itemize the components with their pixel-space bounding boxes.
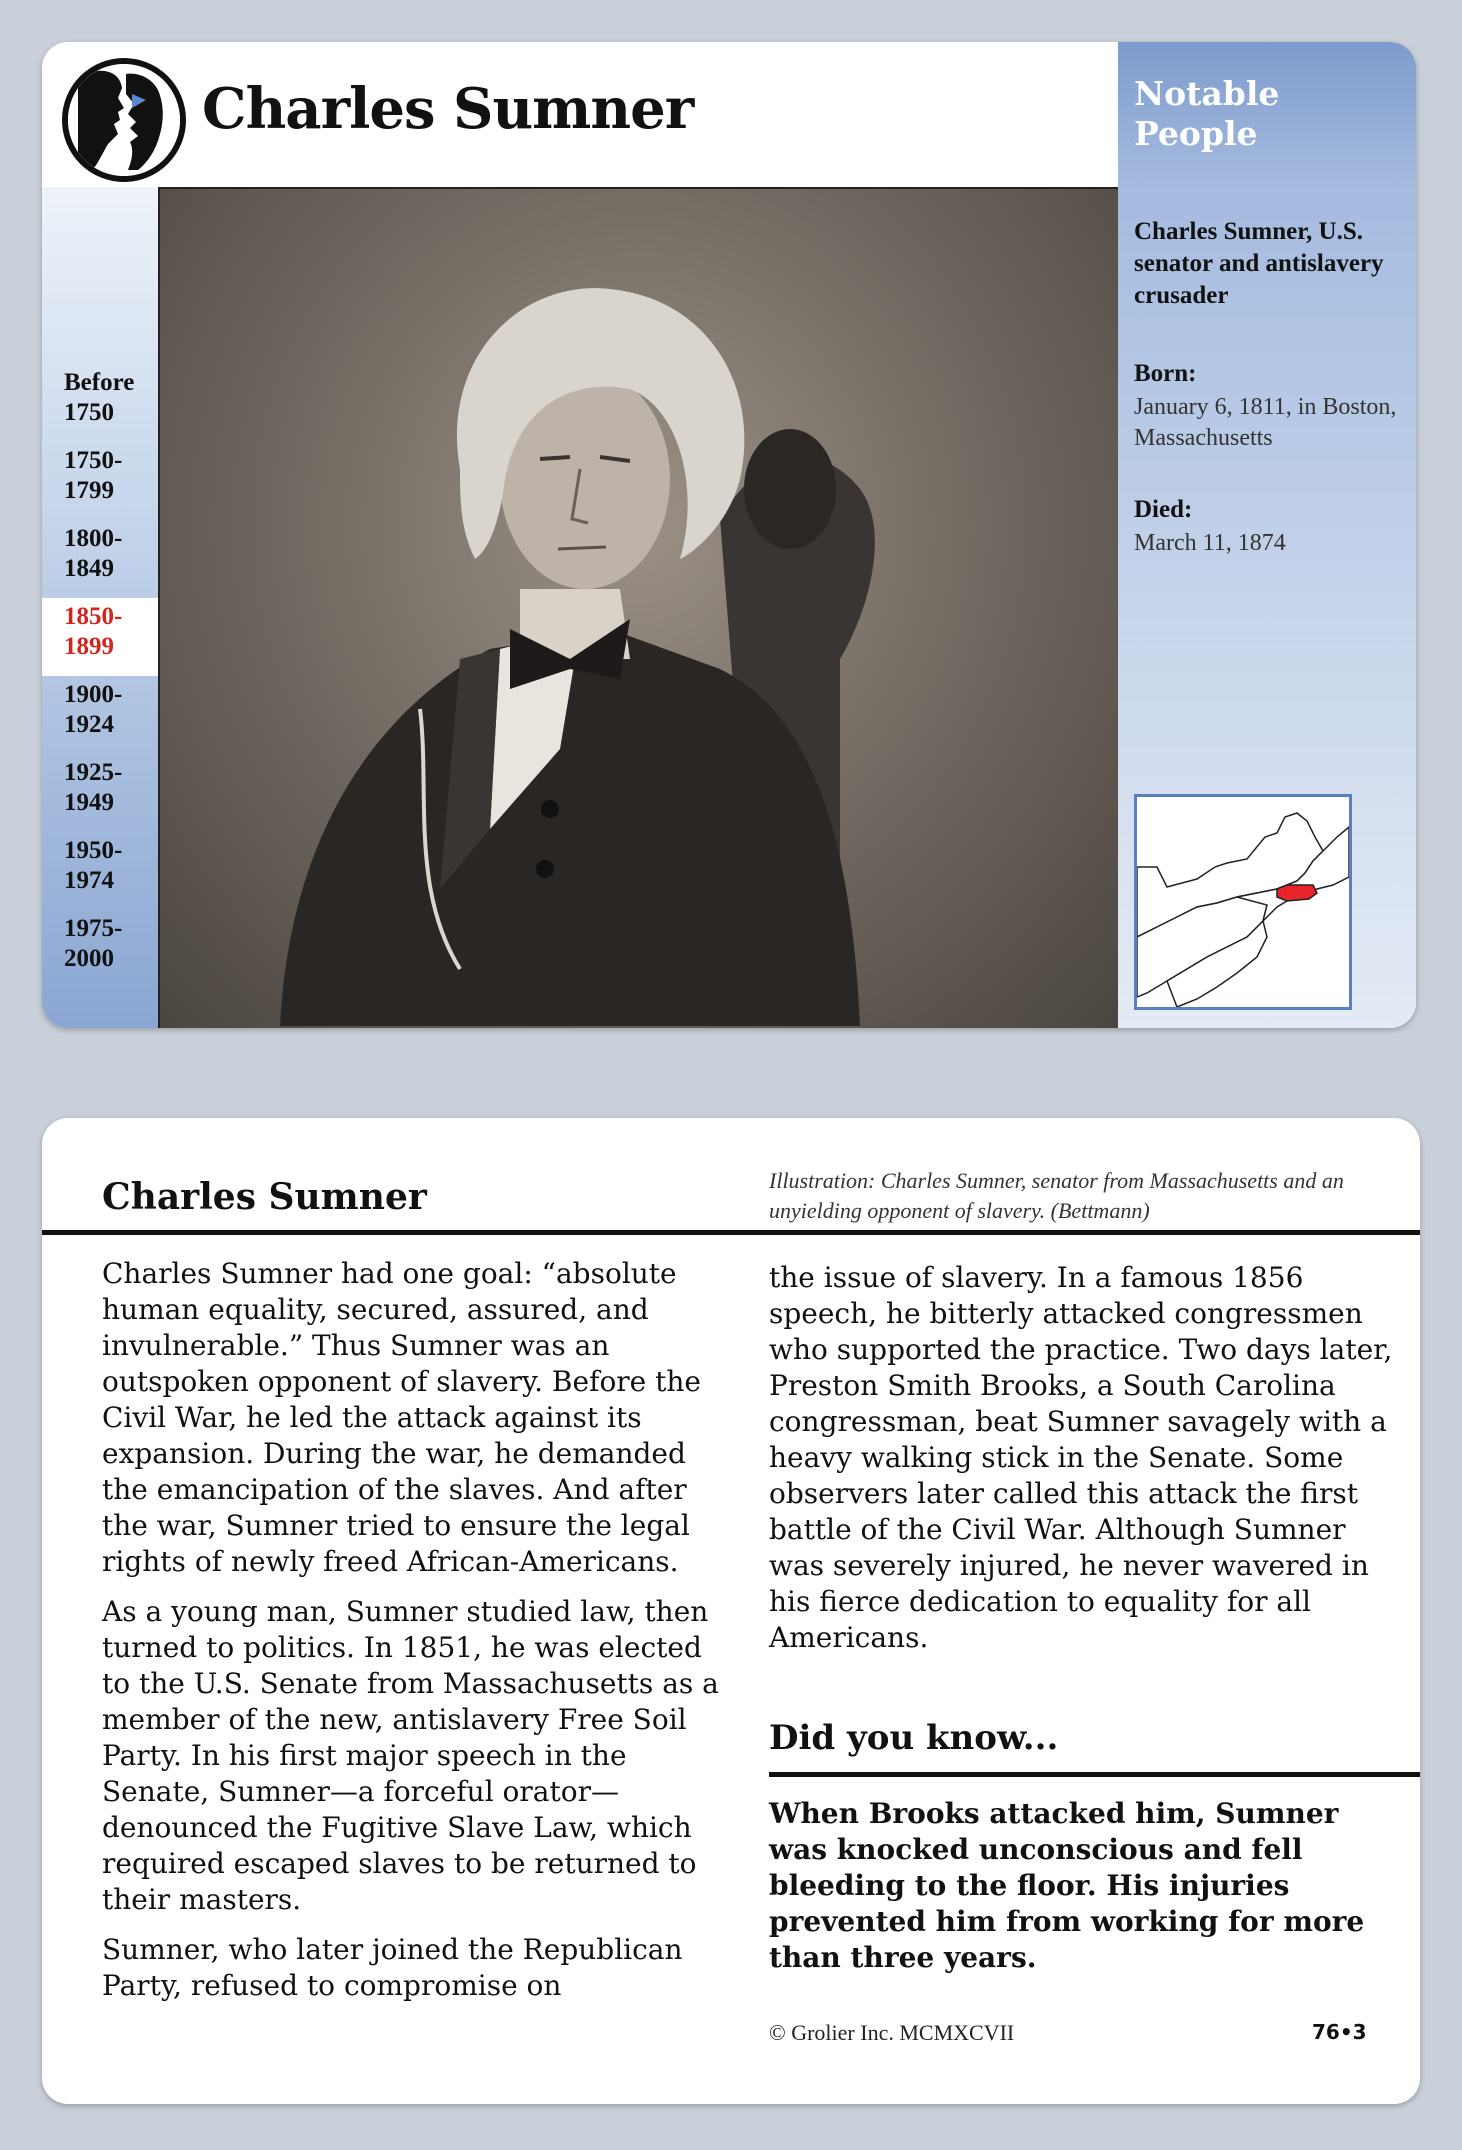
body-column-right bbox=[769, 1260, 1399, 1670]
born-label: Born: bbox=[1134, 360, 1197, 387]
did-you-know-title: Did you know... bbox=[769, 1718, 1059, 1758]
era-item: 1925- 1949 bbox=[64, 759, 123, 816]
massachusetts-highlight bbox=[1277, 885, 1317, 901]
did-you-know-rule bbox=[769, 1772, 1420, 1777]
category-header bbox=[1118, 42, 1416, 192]
paragraph: Sumner, who later joined the Republican Party, refused to compromise on bbox=[102, 1933, 683, 2002]
front-title: Charles Sumner bbox=[202, 76, 694, 142]
paragraph: the issue of slavery. In a famous 1856 speech, he bitterly attacked congressmen who supported the practice. Two days later, Preston Smith Brooks, a South Carolina congressman, beat Sumner savagely with a heavy walking stick in the Senate. Some observers later called this attack the first battle of the Civil War. Although Sumner was severely injured, he never wavered in his fierce dedication to equality for all Americans. bbox=[769, 1261, 1393, 1654]
body-column-left bbox=[102, 1256, 727, 2018]
back-card bbox=[42, 1118, 1420, 2104]
paragraph: Charles Sumner had one goal: “absolute human equality, secured, assured, and invulnerable.” Thus Sumner was an outspoken opponent of slavery. Before the Civil War, he led the attack against its expansion. During the war, he demanded the emancipation of the slaves. And after the war, Sumner tried to ensure the legal rights of newly freed African-Americans. bbox=[102, 1257, 702, 1578]
era-item: 1975- 2000 bbox=[64, 915, 123, 972]
did-you-know-text: When Brooks attacked him, Sumner was knocked unconscious and fell bleeding to the floor. His injuries prevented him from working for more than three years. bbox=[769, 1797, 1365, 1974]
era-item: 1950- 1974 bbox=[64, 837, 123, 894]
portrait-photo bbox=[158, 187, 1118, 1028]
profile-faces-logo-icon bbox=[62, 58, 186, 182]
card-number: 76•3 bbox=[1312, 2020, 1367, 2044]
state-map bbox=[1134, 794, 1352, 1010]
back-title: Charles Sumner bbox=[102, 1176, 427, 1218]
born-value: January 6, 1811, in Boston, Massachusetts bbox=[1134, 394, 1397, 451]
died-value: March 11, 1874 bbox=[1134, 530, 1286, 556]
photo-caption: Illustration: Charles Sumner, senator from Massachusetts and an unyielding opponent of slavery. (Bettmann) bbox=[769, 1168, 1344, 1223]
info-body bbox=[1118, 192, 1416, 1028]
era-item: 1800- 1849 bbox=[64, 525, 123, 582]
paragraph: As a young man, Sumner studied law, then turned to politics. In 1851, he was elected to the U.S. Senate from Massachusetts as a member of the new, antislavery Free Soil Party. In his first major speech in the Senate, Sumner—a forceful orator—denounced the Fugitive Slave Law, which required escaped slaves to be returned to their masters. bbox=[102, 1595, 719, 1916]
copyright: © Grolier Inc. MCMXCVII bbox=[769, 2020, 1015, 2045]
header-rule bbox=[42, 1230, 1420, 1235]
front-card bbox=[42, 42, 1416, 1028]
info-panel bbox=[1118, 42, 1416, 1028]
era-item: 1900- 1924 bbox=[64, 681, 123, 738]
era-item-active: 1850- 1899 bbox=[42, 598, 162, 676]
died-label: Died: bbox=[1134, 496, 1193, 523]
category-label: Notable People bbox=[1134, 74, 1280, 153]
era-list bbox=[42, 364, 158, 988]
era-item: 1750- 1799 bbox=[64, 447, 123, 504]
subtitle: Charles Sumner, U.S. senator and antislavery crusader bbox=[1134, 218, 1384, 309]
era-item: Before 1750 bbox=[64, 369, 135, 426]
